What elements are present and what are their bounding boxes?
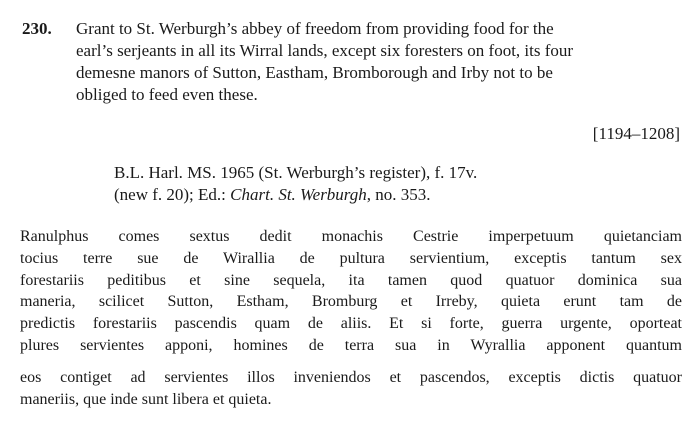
latin-text [20,226,682,410]
latin-line: tocius terre sue de Wirallia de pultura servientium, exceptis tantum sex [20,249,682,267]
summary-line: earl’s serjeants in all its Wirral lands, except six foresters on foot, its four [76,41,574,60]
paragraph-gap [20,357,682,367]
latin-line: eos contiget ad servientes illos inveniendos et pascendos, exceptis dictis quatuor [20,368,682,386]
latin-line: maneriis, que inde sunt libera et quieta. [20,390,272,408]
entry-date: [1194–1208] [592,124,680,143]
summary-line: obliged to feed even these. [76,85,258,104]
source-citation [114,162,477,206]
source-edition-prefix: (new f. 20); Ed.: [114,185,231,204]
latin-line: maneria, scilicet Sutton, Estham, Bromburg et Irreby, quieta erunt tam de [20,293,682,311]
summary-line: demesne manors of Sutton, Eastham, Bromborough and Irby not to be [76,63,553,82]
latin-line: Ranulphus comes sextus dedit monachis Cestrie imperpetuum quietanciam [20,228,682,245]
source-line [114,184,477,206]
source-edition-suffix: , no. 353. [366,185,431,204]
source-line: B.L. Harl. MS. 1965 (St. Werburgh’s register), f. 17v. [114,163,478,182]
entry-summary [76,18,681,106]
summary-line: Grant to St. Werburgh’s abbey of freedom from providing food for the [76,19,554,38]
latin-line: plures servientes apponi, homines de terra sua in Wyrallia apponent quantum [20,336,682,354]
source-edition-title: Chart. St. Werburgh [230,185,367,204]
latin-line: predictis forestariis pascendis quam de aliis. Et si forte, guerra urgente, oporteat [20,315,682,333]
entry-number: 230. [22,19,52,38]
latin-line: forestariis peditibus et sine sequela, ita tamen quod quatuor dominica sua [20,271,682,289]
